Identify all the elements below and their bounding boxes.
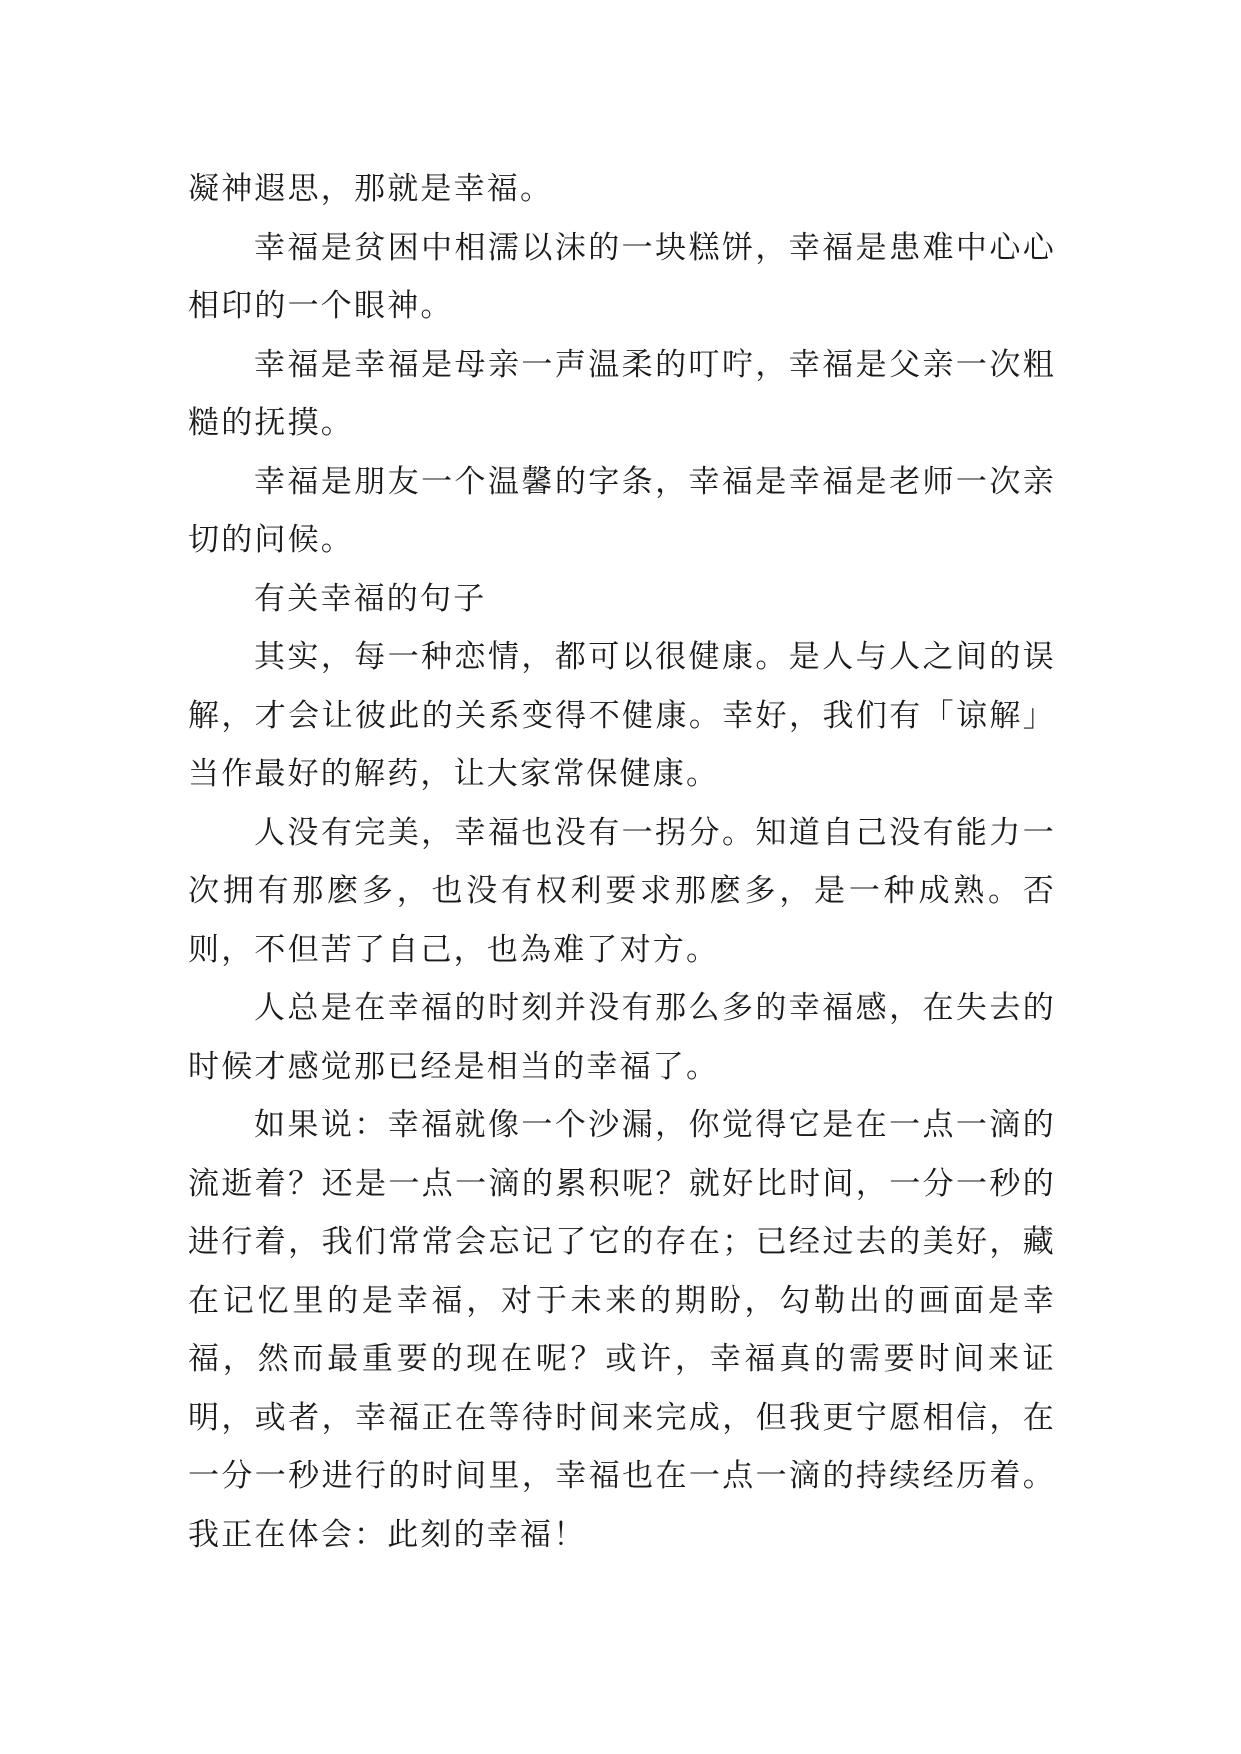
paragraph-3: 幸福是幸福是母亲一声温柔的叮咛，幸福是父亲一次粗糙的抚摸。 bbox=[188, 346, 1056, 441]
paragraph-1: 凝神遐思，那就是幸福。 bbox=[188, 171, 554, 207]
document-body bbox=[188, 160, 1056, 1564]
section-heading: 有关幸福的句子 bbox=[254, 580, 487, 617]
paragraph-2: 幸福是贫困中相濡以沫的一块糕饼，幸福是患难中心心相印的一个眼神。 bbox=[188, 229, 1056, 324]
paragraph-9: 如果说：幸福就像一个沙漏，你觉得它是在一点一滴的流逝着？还是一点一滴的累积呢？就好比时间，一分一秒的进行着，我们常常会忘记了它的存在；已经过去的美好，藏在记忆里的是幸福，对于未来的期盼，勾勒出的画面是幸福，然而最重要的现在呢？或许，幸福真的需要时间来证明，或者，幸福正在等待时间来完成，但我更宁愿相信，在一分一秒进行的时间里，幸福也在一点一滴的持续经历着。我正在体会：此刻的幸福！ bbox=[188, 1107, 1056, 1553]
paragraph-4: 幸福是朋友一个温馨的字条，幸福是幸福是老师一次亲切的问候。 bbox=[188, 463, 1056, 558]
paragraph-7: 人没有完美，幸福也没有一拐分。知道自己没有能力一次拥有那麽多，也没有权利要求那麽多，是一种成熟。否则，不但苦了自己，也為难了对方。 bbox=[188, 814, 1056, 968]
paragraph-6: 其实，每一种恋情，都可以很健康。是人与人之间的误解，才会让彼此的关系变得不健康。幸好，我们有「谅解」当作最好的解药，让大家常保健康。 bbox=[188, 639, 1056, 792]
paragraph-8: 人总是在幸福的时刻并没有那么多的幸福感，在失去的时候才感觉那已经是相当的幸福了。 bbox=[188, 990, 1056, 1085]
